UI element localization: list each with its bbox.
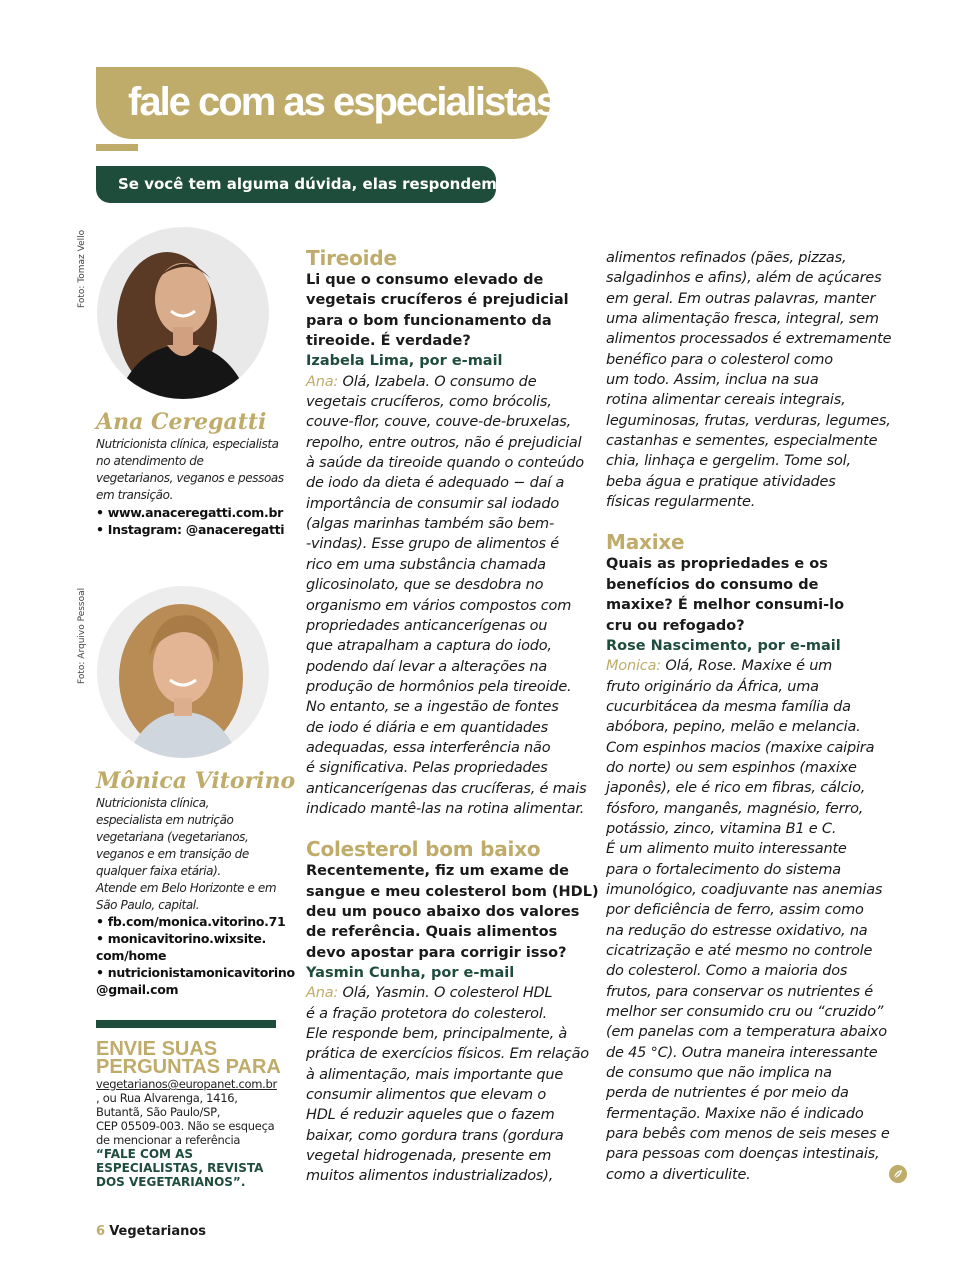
title-underline [96,144,138,151]
answer-line: No entanto, se a ingestão de fontes [306,699,559,716]
send-heading-line: PERGUNTAS PARA [96,1056,281,1078]
page-footer [96,1224,206,1239]
answer-speaker: Ana: [306,985,339,1002]
sidebar-divider [96,1020,276,1028]
expert-description-line: veganos e em transição de [96,847,249,861]
question-line: para o bom funcionamento da [306,312,552,329]
answer-line: HDL é reduzir aqueles que o fazem [306,1107,555,1124]
instagram-link[interactable]: • Instagram: @anaceregatti [96,522,285,537]
expert-description-line: São Paulo, capital. [96,898,200,912]
answer-text: Olá, Yasmin. O colesterol HDL [338,985,553,1002]
section-heading: Tireoide [306,246,397,270]
expert-description-line: em transição. [96,488,173,502]
question-line: maxixe? É melhor consumi-lo [606,597,845,614]
answer-line: fruto originário da África, uma [606,678,819,695]
expert-description-line: Nutricionista clínica, [96,796,210,810]
answer-line: (algas marinhas também são bem- [306,516,555,533]
answer-line: vegetais crucíferos, como brócolis, [306,394,552,411]
answer-line: alimentos processados é extremamente [606,331,892,348]
magazine-name: Vegetarianos [109,1224,207,1239]
send-reference-line: DOS VEGETARIANOS”. [96,1175,246,1189]
answer-line: cucurbitácea da mesma família da [606,698,851,715]
question-line: vegetais crucíferos é prejudicial [306,292,569,309]
answer-line: produção de hormônios pela tireoide. [306,678,572,695]
question-line: devo apostar para corrigir isso? [306,944,567,961]
answer-line: prática de exercícios físicos. Em relação [306,1046,589,1063]
answer-line: à saúde da tireoide quando o conteúdo [306,455,584,472]
expert-portrait-ana [97,227,269,399]
send-reference-line: ESPECIALISTAS, REVISTA [96,1161,264,1175]
answer-line: como a diverticulite. [606,1166,751,1183]
page-number: 6 [96,1224,106,1239]
answer-speaker: Monica: [606,658,661,675]
answer-line: leguminosas, frutas, verduras, legumes, [606,412,891,429]
answer-line: de 45 °C). Outra maneira interessante [606,1044,878,1061]
answer-line: um todo. Assim, inclua na sua [606,372,819,389]
expert-contacts [96,913,295,998]
expert-description-line: Atende em Belo Horizonte e em [96,881,277,895]
send-body-line: , ou Rua Alvarenga, 1416, [96,1091,238,1105]
answer-line: propriedades anticancerígenas ou [306,617,548,634]
question-sender: Izabela Lima, por e-mail [306,353,503,370]
answer-line: couve-flor, couve, couve-de-bruxelas, [306,414,572,431]
answer-line: fósforo, manganês, magnésio, ferro, [606,800,864,817]
answer-line: frutos, para conservar os nutrientes é [606,983,873,1000]
send-questions-heading [96,1040,286,1076]
send-body-line: Butantã, São Paulo/SP, [96,1105,221,1119]
answer-line: na redução do estresse oxidativo, na [606,922,868,939]
answer-line: chia, linhaça e gergelim. Tome sol, [606,453,851,470]
answer-speaker: Ana: [306,373,339,390]
answer-line: importância de consumir sal iodado [306,495,560,512]
title-banner [96,67,557,139]
answer-line: é a fração protetora do colesterol. [306,1005,548,1022]
expert-name: Ana Ceregatti [96,409,267,435]
website-link[interactable]: • monicavitorino.wixsite. [96,931,266,946]
answer-line: japonês), ele é rico em fibras, cálcio, [606,780,866,797]
photo-credit: Foto: Arquivo Pessoal [77,587,87,684]
answer-line: (em panelas com a temperatura abaixo [606,1024,887,1041]
question-line: sangue e meu colesterol bom (HDL) [306,883,599,900]
send-body-line: CEP 05509-003. Não se esqueça [96,1119,275,1133]
answer-line: para pessoas com doenças intestinais, [606,1146,880,1163]
question-line: de referência. Quais alimentos [306,924,558,941]
answer-line: repolho, entre outros, não é prejudicial [306,434,582,451]
question-line: tireoide. É verdade? [306,333,471,350]
expert-description [96,795,286,914]
answer-line: para o fortalecimento do sistema [606,861,841,878]
answer-line: para bebês com menos de seis meses e [606,1126,890,1143]
answer-line: é significativa. Pelas propriedades [306,760,548,777]
facebook-link[interactable]: • fb.com/monica.vitorino.71 [96,914,286,929]
answer-line: organismo em vários compostos com [306,597,572,614]
photo-credit: Foto: Tomaz Vello [77,229,87,308]
answer-line: baixar, como gordura trans (gordura [306,1127,564,1144]
article-column-middle [306,246,599,1187]
expert-description-line: vegetarianos, veganos e pessoas [96,471,284,485]
answer-line: de consumo que não implica na [606,1065,832,1082]
answer-line: podendo daí levar a alterações na [306,658,548,675]
question-line: deu um pouco abaixo dos valores [306,903,580,920]
answer-line: perda de nutrientes é por meio da [606,1085,849,1102]
leaf-end-icon [889,1165,907,1183]
submission-email-link[interactable]: vegetarianos@europanet.com.br [96,1077,277,1091]
email-link-cont[interactable]: @gmail.com [96,982,179,997]
expert-contacts [96,504,284,538]
section-spacer [606,512,896,530]
answer-line [606,656,896,676]
answer-line: fermentação. Maxixe não é indicado [606,1105,864,1122]
answer-line [306,372,591,392]
send-questions-body [96,1077,277,1189]
question-sender: Yasmin Cunha, por e-mail [306,965,515,981]
answer-line [306,983,591,1003]
answer-line: à alimentação, mais importante que [306,1066,564,1083]
expert-description-line: Nutricionista clínica, especialista [96,437,279,451]
page-subtitle: Se você tem alguma dúvida, elas respondem [118,175,497,193]
website-link[interactable]: • www.anaceregatti.com.br [96,505,283,520]
answer-text: Olá, Rose. Maxixe é um [660,658,833,675]
answer-line: rotina alimentar cereais integrais, [606,392,846,409]
answer-line: uma alimentação fresca, integral, sem [606,311,879,328]
answer-line: do norte) ou sem espinhos (maxixe [606,759,857,776]
send-body-line: de mencionar a referência [96,1133,241,1147]
answer-line: vegetal hidrogenada, presente em [306,1148,552,1165]
question-line: Quais as propriedades e os [606,556,828,573]
answer-line: em geral. Em outras palavras, manter [606,290,876,307]
expert-description-line: qualquer faixa etária). [96,864,221,878]
answer-line: de iodo é diária e em quantidades [306,719,548,736]
expert-name: Mônica Vitorino [96,768,296,794]
answer-line: É um alimento muito interessante [606,841,847,858]
answer-line: muitos alimentos industrializados), [306,1168,554,1185]
answer-line: Ele responde bem, principalmente, à [306,1026,568,1043]
send-reference-line: “FALE COM AS [96,1147,194,1161]
subtitle-pill [96,166,496,203]
send-heading-line: ENVIE SUAS [96,1038,218,1060]
answer-line: de iodo da dieta é adequado − daí a [306,475,565,492]
website-link-cont[interactable]: com/home [96,948,167,963]
expert-portrait-monica [97,586,269,758]
expert-description-line: no atendimento de [96,454,204,468]
expert-description-line: vegetariana (vegetarianos, [96,830,249,844]
section-spacer [306,819,591,837]
answer-line: salgadinhos e afins), além de açúcares [606,270,882,287]
answer-line: indicado mantê-las na rotina alimentar. [306,800,585,817]
section-heading: Colesterol bom baixo [306,837,541,862]
answer-line: anticancerígenas das crucíferas, é mais [306,780,587,797]
question-line: Li que o consumo elevado de [306,272,544,288]
section-heading: Maxixe [606,530,685,555]
page-title: fale com as especialistas [128,80,557,124]
answer-line: benéfico para o colesterol como [606,351,833,368]
email-link[interactable]: • nutricionistamonicavitorino [96,965,295,980]
answer-line: abóbora, pepino, melão e melancia. [606,719,861,736]
answer-line: do colesterol. Como a maioria dos [606,963,848,980]
answer-text: Olá, Izabela. O consumo de [338,373,537,390]
answer-line: glicosinolato, que se desdobra no [306,577,544,594]
answer-line: castanhas e sementes, especialmente [606,433,878,450]
answer-line: consumir alimentos que elevam o [306,1087,547,1104]
answer-line: imunológico, coadjuvante nas anemias [606,881,883,898]
article-column-right [606,248,896,1185]
answer-line: alimentos refinados (pães, pizzas, [606,250,847,266]
answer-line: adequadas, essa interferência não [306,739,551,756]
answer-line: melhor ser consumido cru ou “cruzido” [606,1004,884,1021]
answer-line: beba água e pratique atividades [606,473,836,490]
answer-line: físicas regularmente. [606,494,756,511]
answer-line: cicatrização e até mesmo no controle [606,943,873,959]
answer-line: potássio, zinco, vitamina B1 e C. [606,820,837,837]
expert-description [96,436,286,504]
question-line: cru ou refogado? [606,617,745,634]
question-sender: Rose Nascimento, por e-mail [606,637,841,654]
answer-line: por deficiência de ferro, assim como [606,902,864,919]
question-line: benefícios do consumo de [606,576,819,593]
answer-line: -vindas). Esse grupo de alimentos é [306,536,559,553]
answer-line: rico em uma substância chamada [306,556,546,573]
answer-line: Com espinhos macios (maxixe caipira [606,739,875,756]
expert-description-line: especialista em nutrição [96,813,234,827]
answer-line: que atrapalham a captura do iodo, [306,638,552,655]
question-line: Recentemente, fiz um exame de [306,863,569,880]
